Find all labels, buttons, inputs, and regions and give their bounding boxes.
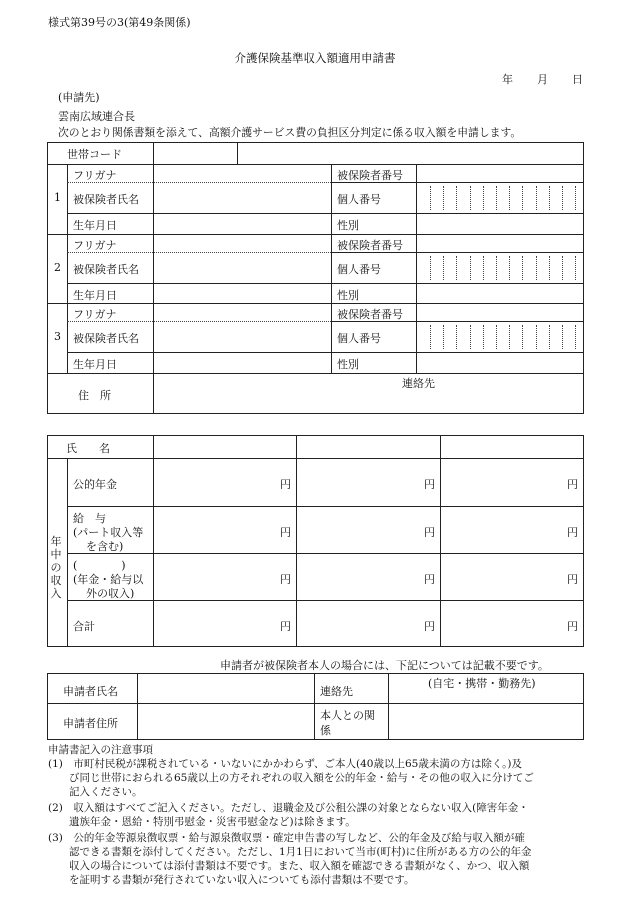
- contact-hint: (自宅・携帯・勤務先): [428, 677, 536, 690]
- personal-number-digit-divider: [456, 325, 457, 349]
- personal-number-digit-divider: [536, 256, 537, 280]
- address-label: 住 所: [78, 389, 111, 402]
- personal-number-digit-divider: [549, 186, 550, 210]
- person-3-birth-label: 生年月日: [73, 358, 117, 371]
- personal-number-digit-divider: [430, 256, 431, 280]
- name-header: 氏 名: [66, 442, 110, 455]
- date-month: 月: [537, 73, 548, 86]
- person-2-insured-no-label: 被保険者番号: [337, 239, 403, 252]
- yen-unit: 円: [424, 620, 435, 633]
- income-row-1-label: 公的年金: [73, 478, 117, 491]
- yen-unit: 円: [280, 573, 291, 586]
- note-line: を証明する書類が発行されていない収入についても添付書類は不要です。: [48, 874, 415, 886]
- personal-number-digit-divider: [549, 256, 550, 280]
- applicant-address-label: 申請者住所: [63, 717, 118, 730]
- personal-number-digit-divider: [496, 186, 497, 210]
- personal-number-digit-divider: [496, 325, 497, 349]
- yen-unit: 円: [280, 620, 291, 633]
- personal-number-digit-divider: [536, 325, 537, 349]
- applicant-contact-label: 連絡先: [320, 685, 353, 698]
- personal-number-digit-divider: [483, 186, 484, 210]
- person-2-number: 2: [54, 261, 61, 274]
- personal-number-digit-divider: [483, 325, 484, 349]
- personal-number-digit-divider: [456, 186, 457, 210]
- personal-number-digit-divider: [483, 256, 484, 280]
- yen-unit: 円: [567, 526, 578, 539]
- personal-number-digit-divider: [522, 186, 523, 210]
- income-row-3-sub1: (年金・給与以: [73, 573, 144, 586]
- person-1-personal-no-label: 個人番号: [337, 193, 381, 206]
- yen-unit: 円: [424, 478, 435, 491]
- personal-number-digit-divider: [496, 256, 497, 280]
- income-row-2-sub1: (パート収入等: [73, 526, 144, 539]
- relation-label-2: 係: [320, 724, 331, 737]
- note-line: 遺族年金・恩給・特別弔慰金・災害弔慰金など)は除きます。: [48, 816, 356, 828]
- relation-label-1: 本人との関: [320, 709, 375, 722]
- personal-number-digit-divider: [536, 186, 537, 210]
- person-3-number: 3: [54, 330, 61, 343]
- personal-number-digit-divider: [470, 256, 471, 280]
- yen-unit: 円: [424, 526, 435, 539]
- personal-number-digit-divider: [509, 186, 510, 210]
- income-row-3-sub2: 外の収入): [86, 587, 135, 600]
- personal-number-digit-divider: [562, 256, 563, 280]
- person-2-furigana-label: フリガナ: [73, 239, 117, 252]
- personal-number-digit-divider: [443, 256, 444, 280]
- note-line: び同じ世帯におられる65歳以上の方それぞれの収入額を公的年金・給与・その他の収入に分けてご: [48, 772, 534, 784]
- personal-number-digit-divider: [470, 325, 471, 349]
- person-1-insured-no-label: 被保険者番号: [337, 169, 403, 182]
- yearly-income-side-label: 年中の収入: [50, 535, 62, 600]
- income-row-2-label: 給 与: [73, 512, 106, 525]
- personal-number-digit-divider: [430, 186, 431, 210]
- personal-number-digit-divider: [430, 325, 431, 349]
- personal-number-digit-divider: [522, 325, 523, 349]
- note-line: (2) 収入額はすべてご記入ください。ただし、退職金及び公租公課の対象とならない収入(障害年金・: [48, 802, 529, 814]
- person-2-personal-no-label: 個人番号: [337, 263, 381, 276]
- personal-number-digit-divider: [470, 186, 471, 210]
- person-3-personal-no-label: 個人番号: [337, 332, 381, 345]
- form-number: 様式第39号の3(第49条関係): [48, 16, 191, 29]
- personal-number-digit-divider: [509, 325, 510, 349]
- applicant-name-label: 申請者氏名: [63, 685, 118, 698]
- yen-unit: 円: [567, 620, 578, 633]
- personal-number-digit-divider: [509, 256, 510, 280]
- yen-unit: 円: [280, 526, 291, 539]
- person-3-furigana-label: フリガナ: [73, 308, 117, 321]
- note-line: (1) 市町村民税が課税されている・いないにかかわらず、ご本人(40歳以上65歳未満の方は除く。)及: [48, 758, 522, 770]
- yen-unit: 円: [280, 478, 291, 491]
- person-1-number: 1: [54, 191, 61, 204]
- yen-unit: 円: [567, 573, 578, 586]
- note-line: 認できる書類を添付してください。ただし、1月1日において当市(町村)に住所がある方の公的年金: [48, 846, 532, 858]
- intro-text: 次のとおり関係書類を添えて、高額介護サービス費の負担区分判定に係る収入額を申請します。: [58, 126, 522, 139]
- personal-number-digit-divider: [562, 325, 563, 349]
- applicant-note: 申請者が被保険者本人の場合には、下記については記載不要です。: [220, 659, 549, 672]
- income-row-3-label: ( ): [73, 559, 126, 572]
- recipient: 雲南広域連合長: [58, 110, 135, 123]
- date-year: 年: [502, 73, 513, 86]
- date-day: 日: [572, 73, 583, 86]
- personal-number-digit-divider: [443, 186, 444, 210]
- note-line: 収入の場合については添付書類は不要です。また、収入額を確認できる書類がなく、かつ、収入額: [48, 860, 530, 872]
- note-line: (3) 公的年金等源泉徴収票・給与源泉徴収票・確定申告書の写しなど、公的年金及び給与収入額が確: [48, 832, 525, 844]
- personal-number-digit-divider: [549, 325, 550, 349]
- income-row-2-sub2: を含む): [86, 540, 124, 553]
- person-1-name-label: 被保険者氏名: [73, 193, 139, 206]
- personal-number-digit-divider: [443, 325, 444, 349]
- notes-heading: 申請書記入の注意事項: [48, 744, 153, 756]
- personal-number-digit-divider: [456, 256, 457, 280]
- person-2-birth-label: 生年月日: [73, 289, 117, 302]
- person-3-insured-no-label: 被保険者番号: [337, 308, 403, 321]
- yen-unit: 円: [567, 478, 578, 491]
- form-title: 介護保険基準収入額適用申請書: [234, 51, 396, 65]
- personal-number-digit-divider: [522, 256, 523, 280]
- person-3-gender-label: 性別: [337, 358, 359, 371]
- personal-number-digit-divider: [575, 256, 576, 280]
- recipient-label: (申請先): [58, 91, 100, 104]
- note-line: 記入ください。: [48, 786, 143, 798]
- person-2-gender-label: 性別: [337, 289, 359, 302]
- person-1-furigana-label: フリガナ: [73, 169, 117, 182]
- household-code-label: 世帯コード: [67, 148, 122, 161]
- personal-number-digit-divider: [562, 186, 563, 210]
- income-row-4-label: 合計: [73, 620, 95, 633]
- yen-unit: 円: [424, 573, 435, 586]
- person-1-birth-label: 生年月日: [73, 219, 117, 232]
- person-1-gender-label: 性別: [337, 219, 359, 232]
- personal-number-digit-divider: [575, 325, 576, 349]
- personal-number-digit-divider: [575, 186, 576, 210]
- person-2-name-label: 被保険者氏名: [73, 263, 139, 276]
- contact-label: 連絡先: [402, 377, 435, 390]
- person-3-name-label: 被保険者氏名: [73, 332, 139, 345]
